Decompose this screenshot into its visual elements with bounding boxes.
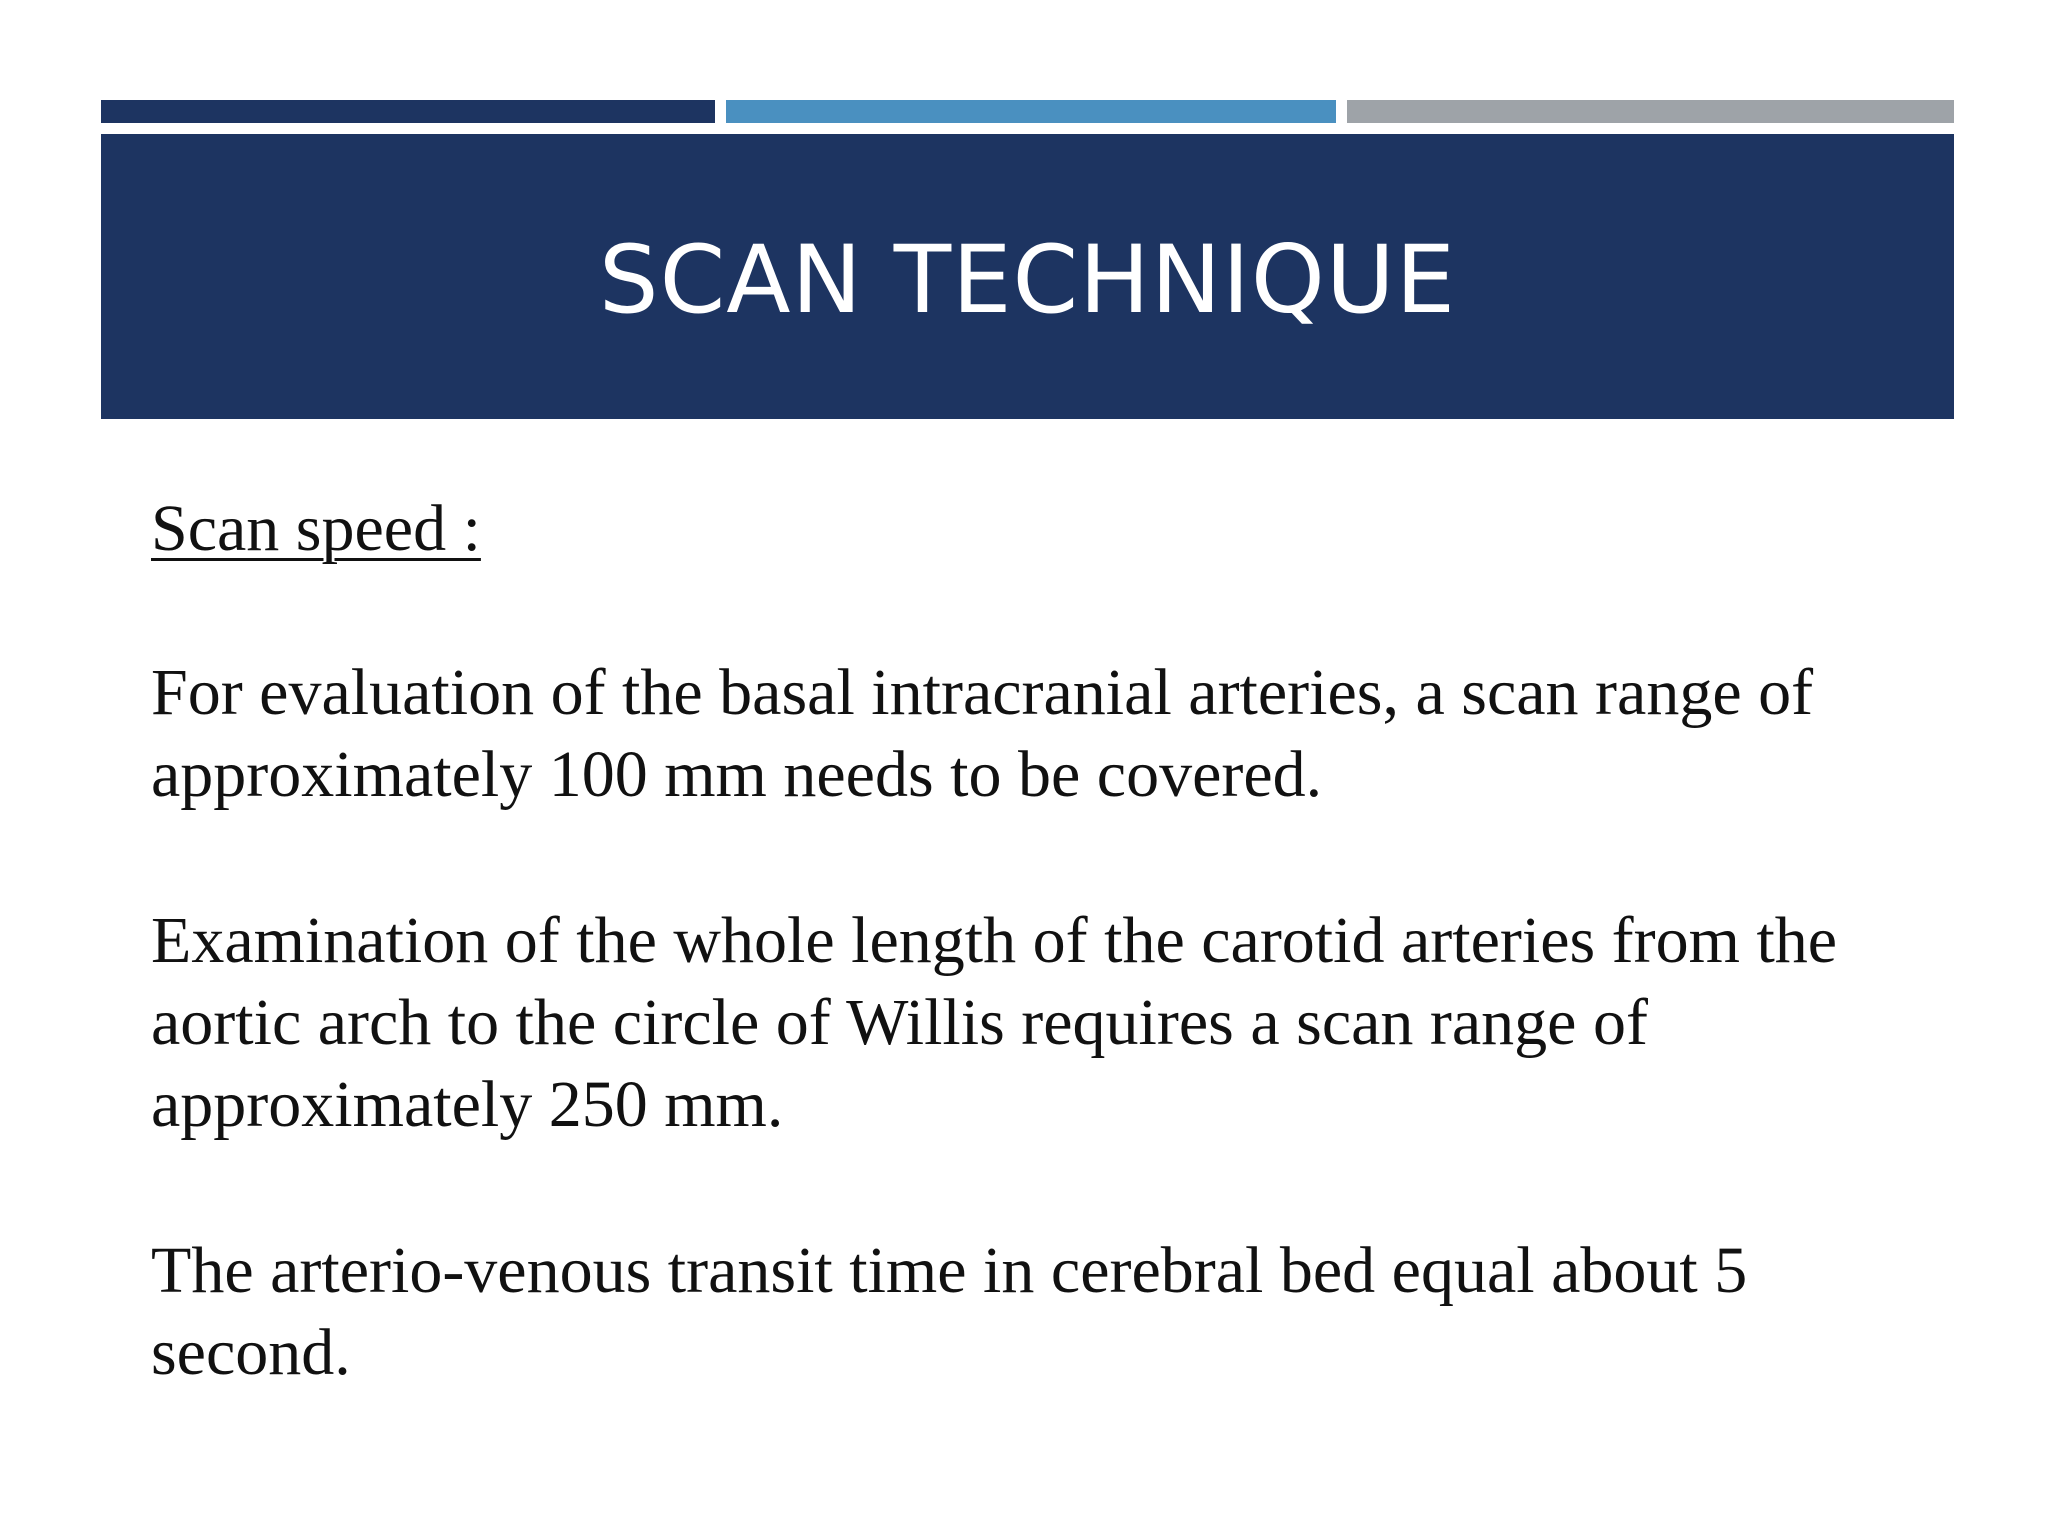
slide-content xyxy=(151,488,1951,1394)
paragraph-carotid-arteries: Examination of the whole length of the carotid arteries from the aortic arch to the circle of Willis requires a scan range of approximately 250 mm. xyxy=(151,904,1838,1141)
accent-bar-gray xyxy=(1347,100,1954,123)
accent-bar-dark-blue xyxy=(101,100,715,123)
paragraph-basal-arteries: For evaluation of the basal intracranial arteries, a scan range of approximately 100 mm needs to be covered. xyxy=(151,656,1814,811)
title-band xyxy=(101,134,1954,419)
section-subheading: Scan speed : xyxy=(151,492,481,565)
slide-title: SCAN TECHNIQUE xyxy=(598,226,1457,335)
accent-bar-light-blue xyxy=(726,100,1336,123)
paragraph-transit-time: The arterio-venous transit time in cerebral bed equal about 5 second. xyxy=(151,1234,1748,1389)
